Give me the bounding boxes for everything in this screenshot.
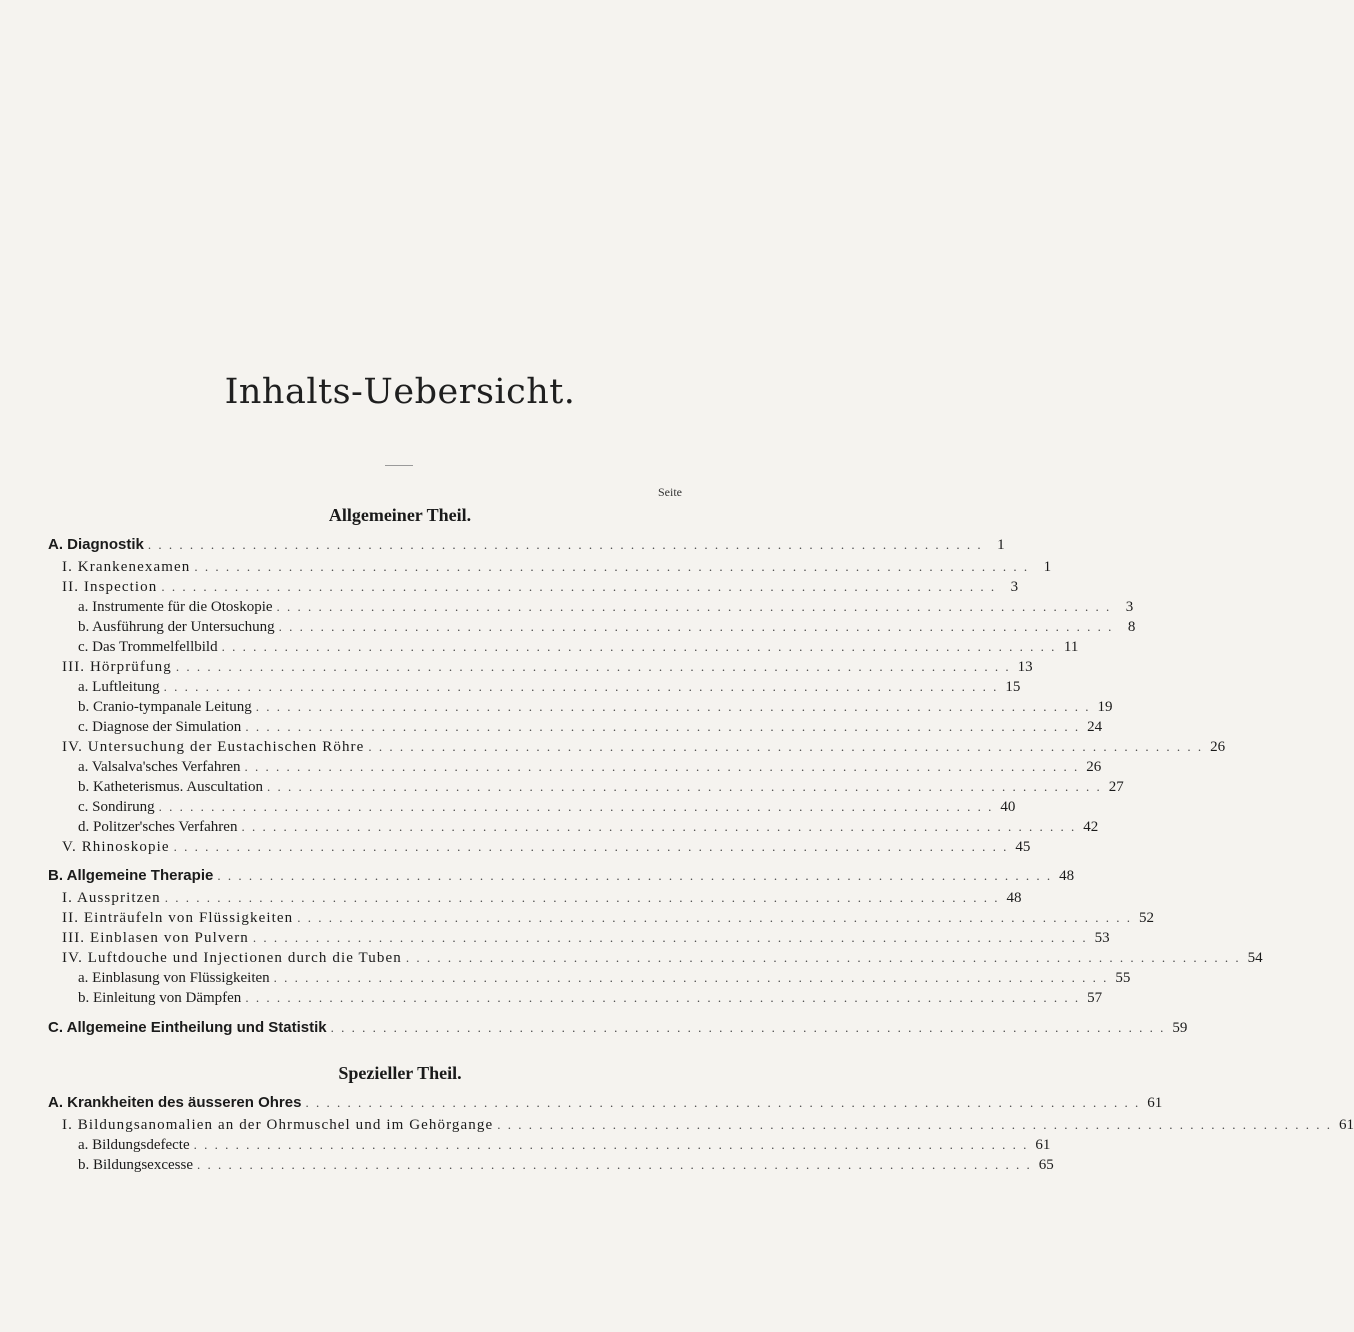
toc-entry-page: 1 [997,537,1005,553]
toc-entry-einblasen [62,928,1110,948]
toc-entry-rhinoskopie [62,837,1031,857]
toc-entry-label: II. Einträufeln von Flüssigkeiten [62,910,294,926]
toc-entry-page: 42 [1083,819,1099,835]
toc-entry-label: a. Einblasung von Flüssigkeiten [78,970,270,986]
leader-dots [297,908,1132,928]
toc-entry-page: 54 [1247,950,1263,966]
leader-dots [159,797,994,817]
section-heading-allgemeiner: Allgemeiner Theil. [328,505,472,525]
toc-entry-allgemeine-therapie [48,866,1075,886]
leader-dots [368,737,1203,757]
toc-entry-aeusseres-ohr [48,1093,1163,1113]
toc-entry-bildungsexcesse [78,1155,1054,1175]
toc-entry-instrumente [78,597,1134,617]
toc-entry-label: C. Allgemeine Eintheilung und Statistik [48,1019,327,1036]
toc-entry-label: c. Sondirung [78,799,155,815]
toc-entry-luftdouche [62,948,1263,968]
toc-entry-cranio-tympanale [78,697,1113,717]
toc-entry-ausspritzen [62,888,1022,908]
toc-entry-label: II. Inspection [62,579,158,595]
leader-dots [194,1135,1029,1155]
toc-entry-page: 26 [1086,759,1102,775]
toc-entry-page: 40 [1000,799,1016,815]
toc-entry-bildungsanomalien [62,1115,1354,1135]
toc-entry-label: V. Rhinoskopie [62,839,170,855]
toc-entry-katheterismus [78,777,1124,797]
toc-entry-label: I. Bildungsanomalien an der Ohrmuschel und im Gehörgange [62,1117,494,1133]
leader-dots [161,577,996,597]
toc-entry-sondirung [78,797,1016,817]
leader-dots [406,948,1241,968]
leader-dots [176,657,1011,677]
leader-dots [267,777,1102,797]
toc-entry-label: I. Krankenexamen [62,559,191,575]
toc-entry-page: 8 [1127,619,1136,635]
page-column-header: Seite [658,485,682,499]
toc-entry-page: 3 [1125,599,1134,615]
toc-entry-inspection [62,577,1019,597]
section-heading-spezieller: Spezieller Theil. [338,1063,462,1083]
leader-dots [174,837,1009,857]
toc-entry-label: b. Einleitung von Dämpfen [78,990,242,1006]
toc-entry-page: 61 [1147,1095,1163,1111]
toc-entry-label: A. Krankheiten des äusseren Ohres [48,1094,302,1111]
toc-entry-page: 19 [1097,699,1113,715]
leader-dots [241,817,1076,837]
toc-entry-label: I. Ausspritzen [62,890,161,906]
leader-dots [197,1155,1032,1175]
leader-dots [331,1018,1166,1038]
toc-entry-label: a. Luftleitung [78,679,160,695]
toc-entry-label: b. Cranio-tympanale Leitung [78,699,252,715]
toc-entry-page: 27 [1108,779,1124,795]
toc-entry-page: 26 [1210,739,1226,755]
toc-entry-page: 3 [1010,579,1019,595]
toc-entry-label: IV. Luftdouche und Injectionen durch die Tuben [62,950,402,966]
toc-entry-label: b. Bildungsexcesse [78,1157,193,1173]
toc-entry-page: 1 [1043,559,1052,575]
toc-entry-label: IV. Untersuchung der Eustachischen Röhre [62,739,365,755]
toc-entry-krankenexamen [62,557,1052,577]
toc-entry-page: 53 [1094,930,1110,946]
toc-entry-label: a. Bildungsdefecte [78,1137,190,1153]
leader-dots [148,535,983,555]
toc-entry-luftleitung [78,677,1021,697]
leader-dots [222,637,1057,657]
leader-dots [497,1115,1332,1135]
title-divider [385,465,413,466]
leader-dots [277,597,1112,617]
toc-entry-diagnostik [48,535,1005,555]
toc-entry-label: b. Katheterismus. Auscultation [78,779,263,795]
leader-dots [165,888,1000,908]
toc-entry-bildungsdefecte [78,1135,1051,1155]
toc-entry-simulation [78,717,1103,737]
toc-entry-label: d. Politzer'sches Verfahren [78,819,238,835]
toc-entry-page: 48 [1059,868,1075,884]
toc-entry-page: 61 [1035,1137,1051,1153]
toc-entry-page: 55 [1115,970,1131,986]
leader-dots [305,1093,1140,1113]
leader-dots [279,617,1114,637]
toc-entry-label: III. Einblasen von Pulvern [62,930,249,946]
toc-entry-label: a. Valsalva'sches Verfahren [78,759,241,775]
toc-entry-page: 13 [1017,659,1033,675]
toc-entry-eustachische-roehre [62,737,1226,757]
toc-entry-trommelfellbild [78,637,1079,657]
toc-entry-ausfuehrung [78,617,1136,637]
toc-entry-einblasung [78,968,1131,988]
toc-entry-page: 11 [1063,639,1079,655]
toc-entry-page: 15 [1005,679,1021,695]
toc-entry-label: c. Diagnose der Simulation [78,719,242,735]
toc-entry-label: a. Instrumente für die Otoskopie [78,599,273,615]
toc-entry-page: 65 [1038,1157,1054,1173]
leader-dots [217,866,1052,886]
toc-entry-page: 24 [1087,719,1103,735]
toc-entry-page: 48 [1006,890,1022,906]
leader-dots [164,677,999,697]
toc-entry-page: 52 [1139,910,1155,926]
toc-entry-label: III. Hörprüfung [62,659,172,675]
page-title: Inhalts-Uebersicht. [224,372,576,412]
toc-entry-page: 61 [1339,1117,1354,1133]
leader-dots [253,928,1088,948]
toc-entry-page: 59 [1172,1020,1188,1036]
toc-entry-eintraeufeln [62,908,1155,928]
leader-dots [245,757,1080,777]
leader-dots [274,968,1109,988]
leader-dots [245,717,1080,737]
toc-entry-page: 57 [1087,990,1103,1006]
toc-entry-hoerpruefung [62,657,1033,677]
toc-entry-label: A. Diagnostik [48,536,144,553]
toc-entry-daempfe [78,988,1103,1008]
toc-entry-eintheilung-statistik [48,1018,1188,1038]
leader-dots [194,557,1029,577]
toc-entry-label: b. Ausführung der Untersuchung [78,619,275,635]
toc-entry-page: 45 [1015,839,1031,855]
toc-entry-politzer [78,817,1099,837]
toc-entry-label: c. Das Trommelfellbild [78,639,218,655]
toc-entry-label: B. Allgemeine Therapie [48,867,214,884]
toc-entry-valsalva [78,757,1102,777]
leader-dots [256,697,1091,717]
leader-dots [245,988,1080,1008]
